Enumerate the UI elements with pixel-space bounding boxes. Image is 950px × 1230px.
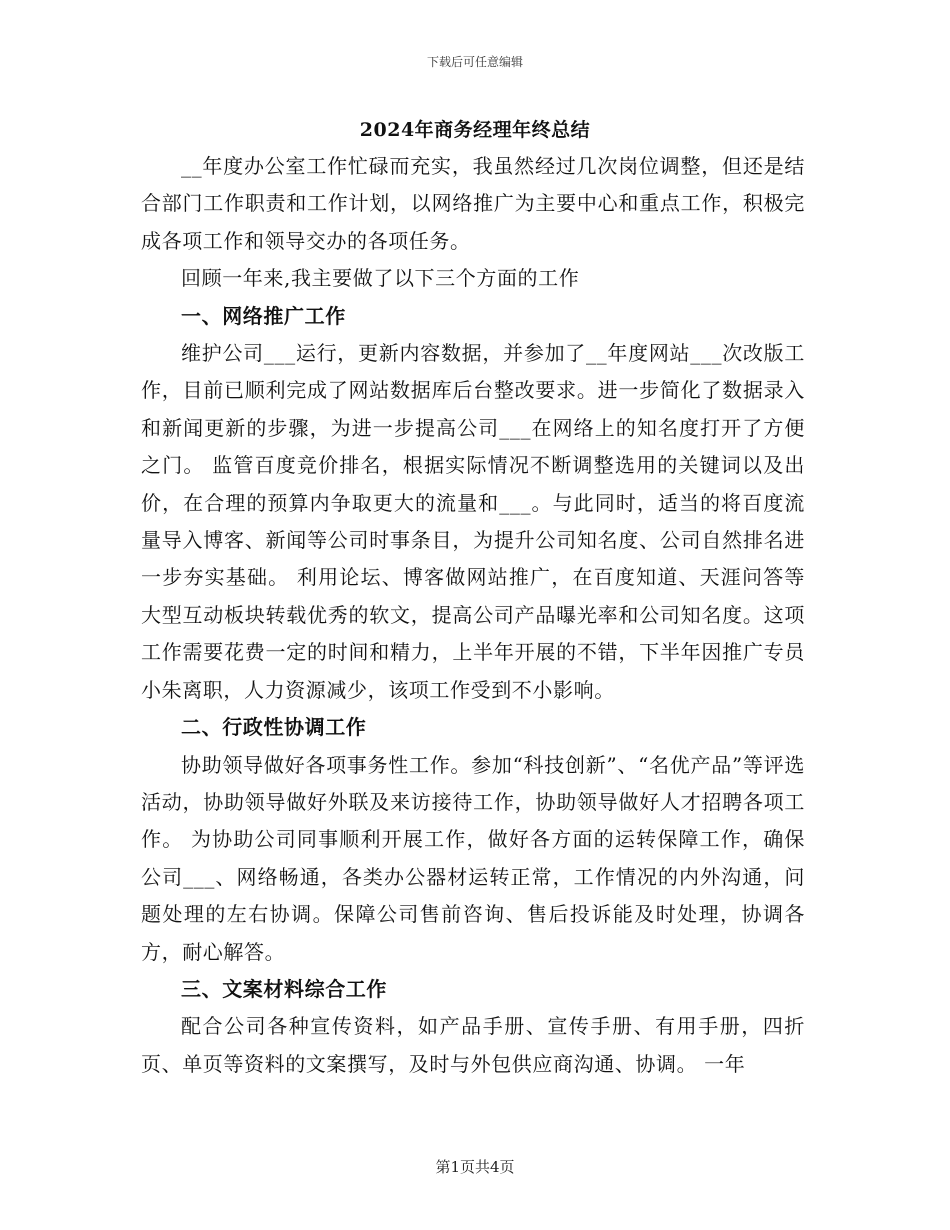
section-1-body: 维护公司___运行，更新内容数据，并参加了__年度网站___次改版工作，目前已顺利完成了网站数据库后台整改要求。进一步简化了数据录入和新闻更新的步骤，为进一步提高公司___在网络上的知名度打开了方便之门。 监管百度竞价排名，根据实际情况不断调整选用的关键词以及出价，在合理的预算内争取更大的流量和___。与此同时，适当的将百度流量导入博客、新闻等公司时事条目，为提升公司知名度、公司自然排名进一步夯实基础。 利用论坛、博客做网站推广，在百度知道、天涯问答等大型互动板块转载优秀的软文，提高公司产品曝光率和公司知名度。这项工作需要花费一定的时间和精力，上半年开展的不错，下半年因推广专员小朱离职，人力资源减少，该项工作受到不小影响。 bbox=[141, 341, 805, 702]
review-paragraph: 回顾一年来,我主要做了以下三个方面的工作 bbox=[181, 266, 580, 291]
section-3-heading: 三、文案材料综合工作 bbox=[181, 976, 387, 1001]
page-header: 下载后可任意编辑 bbox=[426, 55, 523, 69]
section-1-heading: 一、网络推广工作 bbox=[181, 303, 346, 328]
document-body bbox=[141, 148, 805, 1083]
section-3-body: 配合公司各种宣传资料，如产品手册、宣传手册、有用手册，四折页、单页等资料的文案撰写，及时与外包供应商沟通、协调。 一年 bbox=[141, 1014, 805, 1076]
section-2-heading: 二、行政性协调工作 bbox=[181, 715, 367, 740]
intro-paragraph: __年度办公室工作忙碌而充实，我虽然经过几次岗位调整，但还是结合部门工作职责和工作计划，以网络推广为主要中心和重点工作，积极完成各项工作和领导交办的各项任务。 bbox=[141, 154, 805, 253]
document-title: 2024年商务经理年终总结 bbox=[359, 119, 591, 141]
page-footer: 第1页共4页 bbox=[435, 1158, 515, 1176]
section-2-body: 协助领导做好各项事务性工作。参加“科技创新”、“名优产品”等评选活动，协助领导做好外联及来访接待工作，协助领导做好人才招聘各项工作。 为协助公司同事顺利开展工作，做好各方面的运转保障工作，确保公司___、网络畅通，各类办公器材运转正常，工作情况的内外沟通，问题处理的左右协调。保障公司售前咨询、售后投诉能及时处理，协调各方，耐心解答。 bbox=[141, 752, 805, 964]
